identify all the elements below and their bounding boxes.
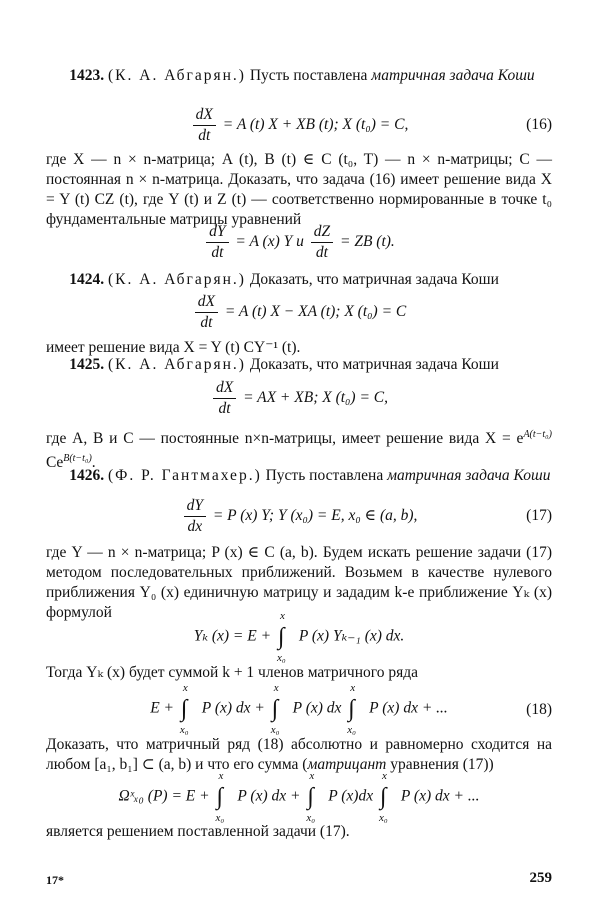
integral-sign: x ∫ x₀	[270, 682, 280, 736]
exponent: B(t−t₀)	[63, 453, 92, 465]
equation-rhs: = AX + XB; X (t₀) = C,	[243, 389, 389, 407]
problem-text: уравнения (17))	[386, 756, 494, 773]
problem-text: Ce	[46, 454, 64, 472]
problem-emphasis: матричная задача Коши	[371, 67, 535, 84]
page-number: 259	[529, 870, 552, 886]
problem-1426-claim	[46, 735, 552, 775]
equation-part: P (x) dx +	[233, 787, 305, 805]
problem-1423	[46, 66, 552, 86]
problem-emphasis: матричная задача Коши	[387, 467, 551, 484]
equation-part: Ωˣₓ₀ (P) = E +	[118, 787, 214, 805]
problem-author: (К. А. Абгарян.)	[108, 356, 246, 373]
problem-text: Пусть поставлена	[265, 467, 384, 484]
equation-part: = A (x) Y и	[235, 233, 308, 251]
fraction: $\frac{dY}{dt}$	[206, 222, 228, 263]
problem-1425	[46, 355, 552, 375]
fraction: $\frac{dY}{dx}$	[184, 496, 206, 537]
problem-text: где X — n × n-матрица; A (t), B (t) ∈ C (t₀, T) — n × n-матрицы; C — постоянная n × n-матрица. Доказать, что задача (16) имеет решение вида X = Y (t) CZ (t), где Y (t) и Z (t) — соответственно нормированные в точке t₀ фундаментальные матрицы уравнений	[46, 151, 552, 228]
equation-1425	[46, 378, 552, 419]
equation-rhs: = A (t) X − XA (t); X (t₀) = C	[224, 303, 407, 321]
fraction: $\frac{dZ}{dt}$	[311, 222, 333, 263]
problem-emphasis: матрицант	[307, 756, 387, 773]
integral-sign: x ∫ x₀	[378, 770, 388, 824]
equation-yk	[46, 610, 552, 664]
fraction: $\frac{dX}{dt}$	[193, 105, 216, 146]
equation-part: P (x) Yₖ₋₁ (x) dx.	[298, 627, 405, 645]
problem-1426	[46, 466, 552, 486]
signature-mark: 17*	[46, 873, 64, 887]
equation-16	[46, 105, 552, 146]
problem-number: 1424.	[69, 271, 105, 288]
equation-omega	[46, 770, 552, 824]
problem-1424	[46, 270, 552, 290]
equation-17	[46, 496, 552, 537]
integral-sign: x ∫ x₀	[347, 682, 357, 736]
integral-sign: x ∫ x₀	[276, 610, 286, 664]
equation-part: E +	[150, 699, 178, 717]
integral-sign: x ∫ x₀	[215, 770, 225, 824]
problem-1423-body	[46, 150, 552, 230]
equation-part: P (x) dx +	[197, 699, 269, 717]
problem-text: .	[91, 454, 96, 472]
equation-rhs: = A (t) X + XB (t); X (t₀) = C,	[222, 116, 409, 134]
integral-sign: x ∫ x₀	[179, 682, 189, 736]
problem-text: Пусть поставлена	[249, 67, 368, 84]
equation-label: (17)	[526, 507, 552, 524]
equation-label: (16)	[526, 116, 552, 133]
problem-author: (К. А. Абгарян.)	[108, 67, 246, 84]
equation-part: P (x) dx + ...	[396, 787, 480, 805]
problem-1426-body	[46, 543, 552, 623]
problem-1426-series-intro	[46, 663, 552, 683]
problem-number: 1425.	[69, 356, 105, 373]
fraction: $\frac{dX}{dt}$	[195, 292, 218, 333]
problem-text: является решением поставленной задачи (17).	[46, 823, 350, 840]
equation-18	[46, 682, 552, 736]
equation-label: (18)	[526, 701, 552, 718]
problem-author: (Ф. Р. Гантмахер.)	[108, 467, 262, 484]
fraction: $\frac{dX}{dt}$	[213, 378, 236, 419]
exponent: A(t−t₀)	[523, 429, 552, 440]
problem-number: 1423.	[69, 67, 105, 84]
equation-part: P (x)dx	[324, 787, 377, 805]
equation-part: Yₖ (x) = E +	[193, 627, 275, 645]
equation-part: = ZB (t).	[340, 233, 395, 251]
problem-text: Доказать, что матричная задача Коши	[249, 271, 499, 288]
problem-1426-conclusion	[46, 822, 552, 842]
problem-text: где Y — n × n-матрица; P (x) ∈ C (a, b). Будем искать решение задачи (17) методом последовательных приближений. Возьмем в качестве нулевого приближения Y₀ (x) единичную матрицу и зададим k-е приближение Yₖ (x) формулой	[46, 544, 552, 621]
problem-text: Тогда Yₖ (x) будет суммой k + 1 членов матричного ряда	[46, 664, 418, 681]
problem-text: Доказать, что матричный ряд (18) абсолютно и равномерно сходится на любом [a₁, b₁] ⊂ (a, b) и что его сумма (	[46, 736, 552, 773]
equation-1424	[46, 292, 552, 333]
problem-text: где A, B и C — постоянные n×n-матрицы, имеет решение вида X = e	[46, 430, 524, 448]
equation-part: P (x) dx	[288, 699, 346, 717]
equation-part: P (x) dx + ...	[365, 699, 448, 717]
equation-fundamental	[46, 222, 552, 263]
integral-sign: x ∫ x₀	[306, 770, 316, 824]
problem-number: 1426.	[69, 467, 105, 484]
problem-text: Доказать, что матричная задача Коши	[249, 356, 499, 373]
equation-rhs: = P (x) Y; Y (x₀) = E, x₀ ∈ (a, b),	[212, 507, 418, 525]
problem-text: имеет решение вида X = Y (t) CY⁻¹ (t).	[46, 339, 301, 356]
problem-author: (К. А. Абгарян.)	[108, 271, 246, 288]
